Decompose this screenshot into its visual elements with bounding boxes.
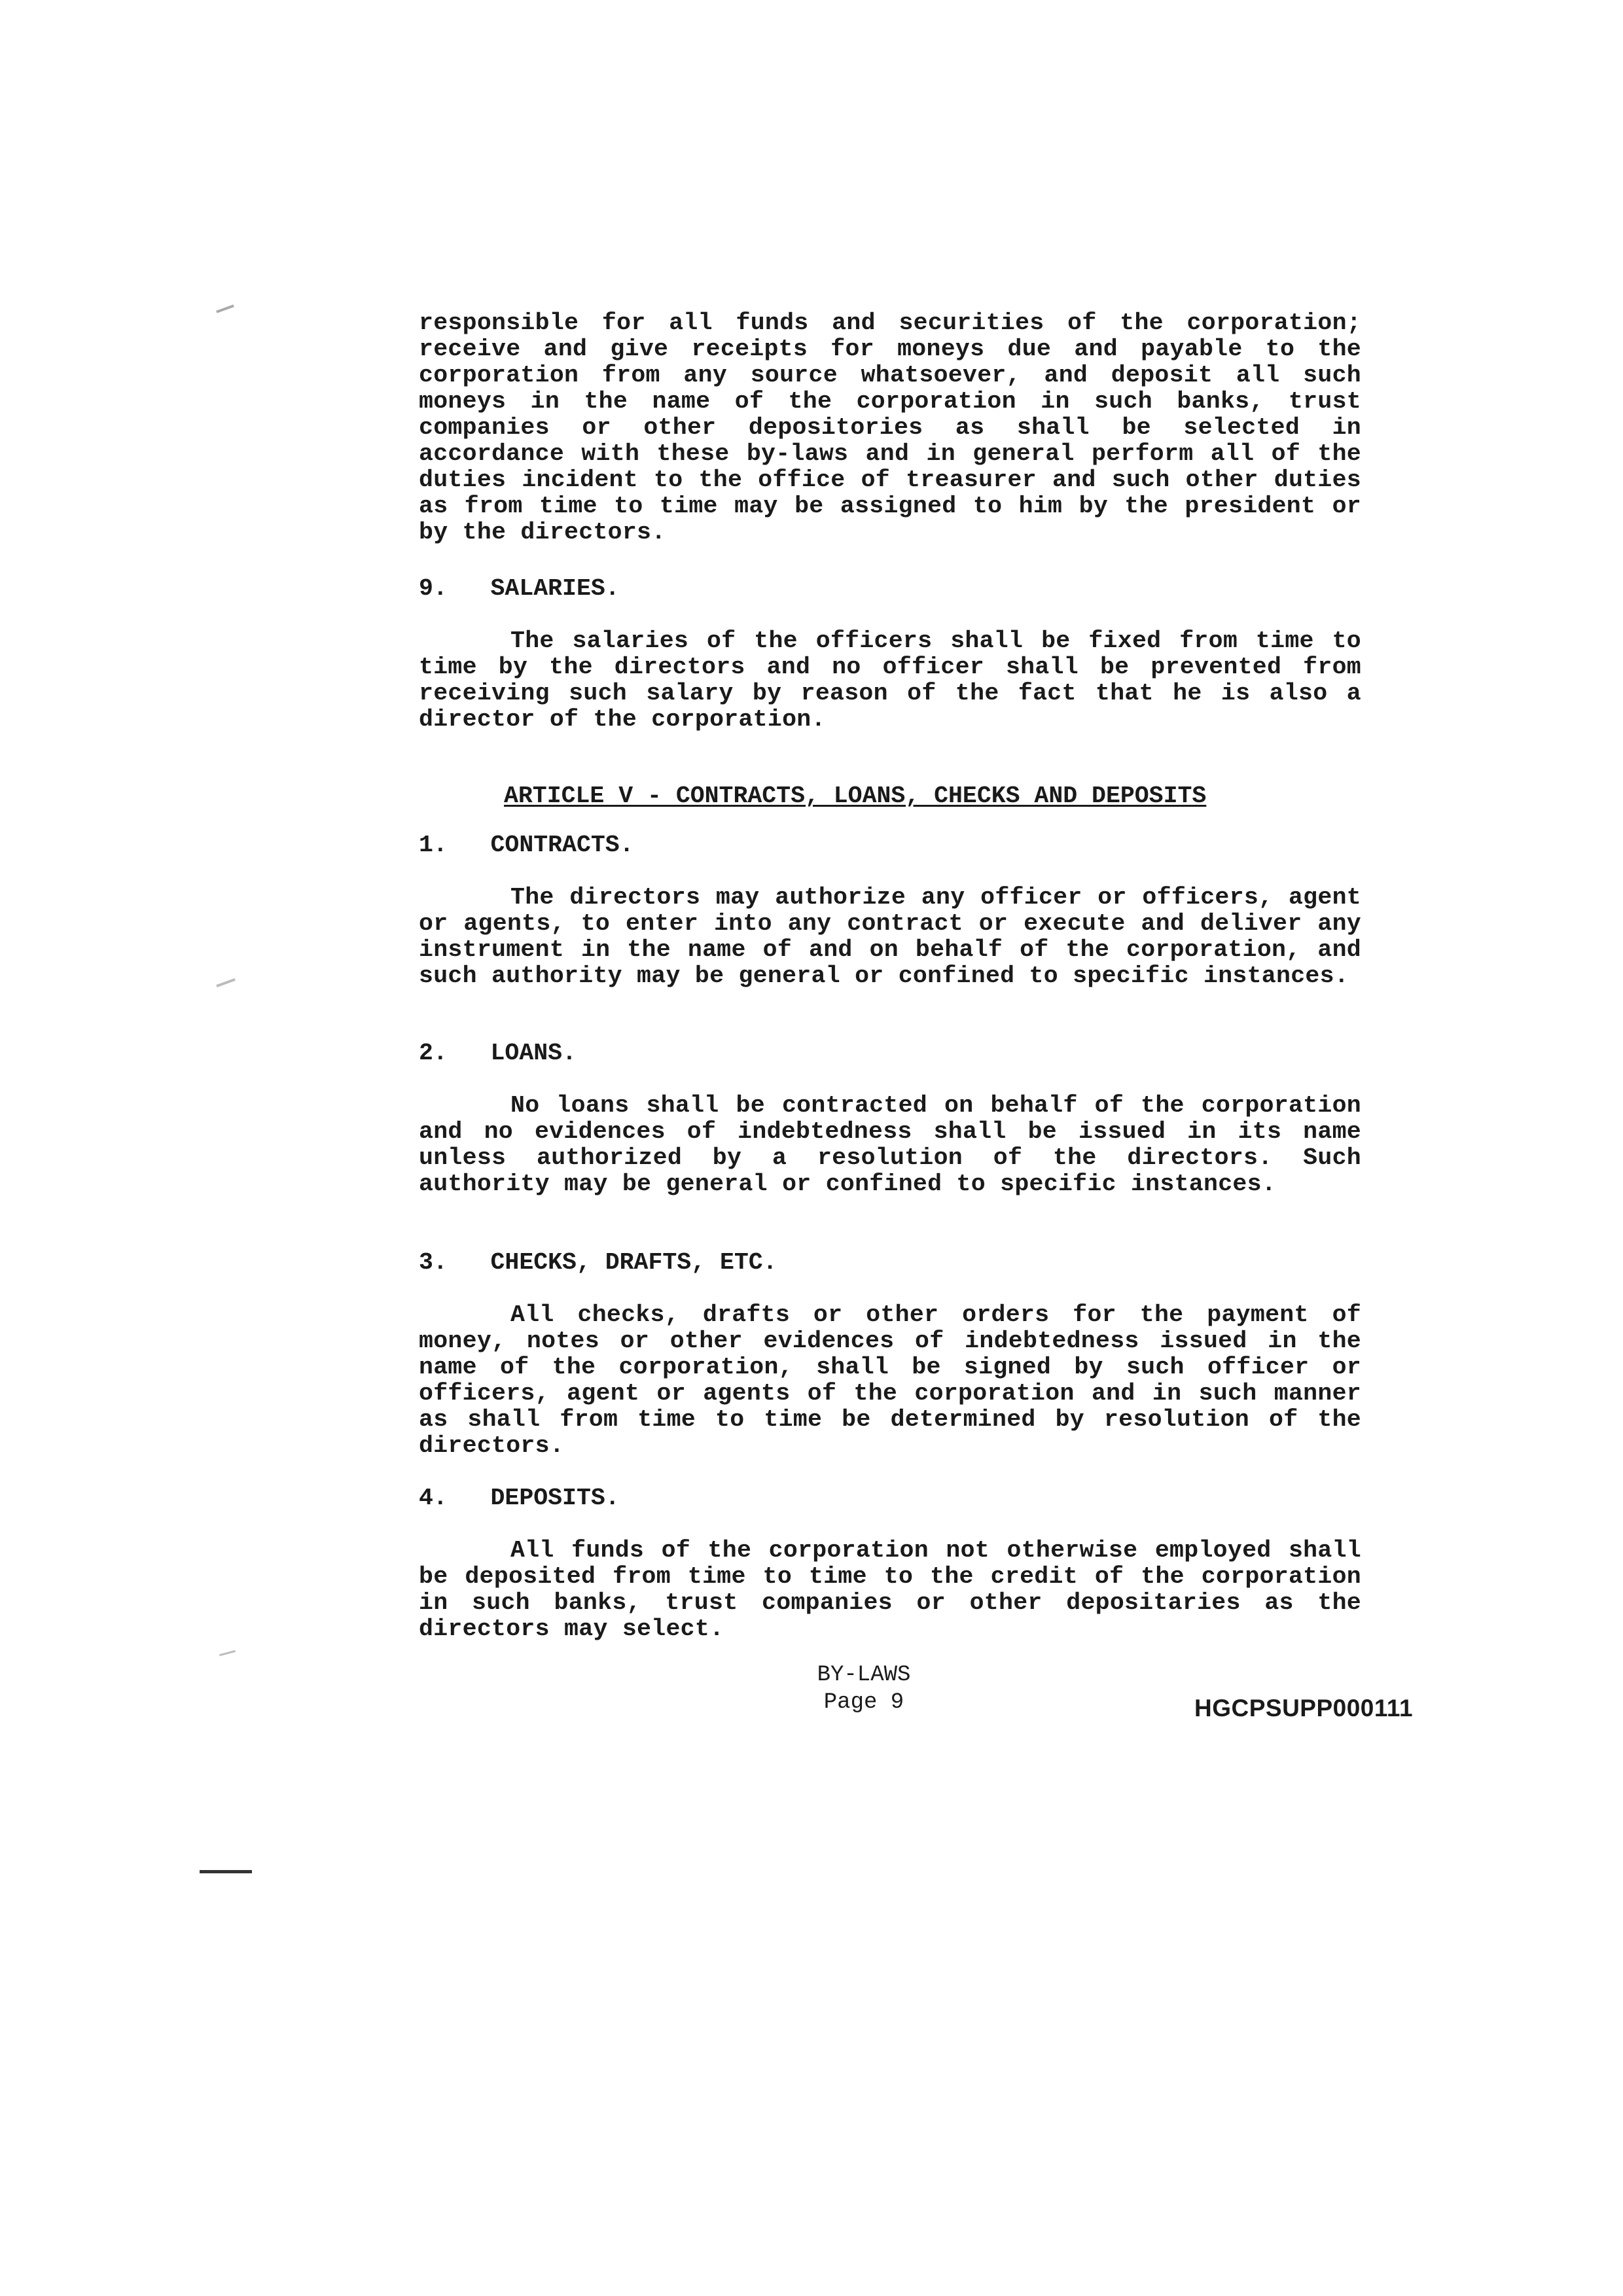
scan-mark — [216, 304, 234, 313]
section-2-body: No loans shall be contracted on behalf of the corporation and no evidences of indebtedness shall be issued in its name unless authorized by a resolution of the directors. Such authority may be general or confined to specific instances. — [419, 1092, 1361, 1197]
section-3-heading: 3. CHECKS, DRAFTS, ETC. — [419, 1249, 777, 1276]
section-1-body: The directors may authorize any officer or officers, agent or agents, to enter into any contract or execute and deliver any instrument in the name of and on behalf of the corporation, and such authority may be general or confined to specific instances. — [419, 884, 1361, 989]
section-9-body: The salaries of the officers shall be fixed from time to time by the directors and no officer shall be prevented from receiving such salary by reason of the fact that he is also a director of the corporation. — [419, 627, 1361, 733]
scan-mark — [216, 978, 236, 987]
section-3-body: All checks, drafts or other orders for the payment of money, notes or other evidences of indebtedness issued in the name of the corporation, shall be signed by such officer or officers, agent or agents of the corporation and in such manner as shall from time to time be determined by resolution of the directors. — [419, 1301, 1361, 1459]
bates-number: HGCPSUPP000111 — [1194, 1695, 1414, 1722]
scan-mark — [200, 1870, 252, 1873]
footer-title: BY-LAWS — [817, 1663, 911, 1687]
section-1-heading: 1. CONTRACTS. — [419, 832, 634, 858]
opening-paragraph: responsible for all funds and securities of the corporation; receive and give receipts for moneys due and payable to the corporation from any source whatsoever, and deposit all such moneys in the name of the corporation in such banks, trust companies or other depositories as shall be selected in accordance with these by-laws and in general perform all of the duties incident to the office of treasurer and such other duties as from time to time may be assigned to him by the president or by the directors. — [419, 309, 1361, 546]
section-9-heading: 9. SALARIES. — [419, 575, 620, 602]
footer-page-number: Page 9 — [823, 1690, 904, 1715]
scan-mark — [219, 1650, 236, 1656]
section-2-heading: 2. LOANS. — [419, 1040, 577, 1067]
section-4-heading: 4. DEPOSITS. — [419, 1485, 620, 1511]
article-heading: ARTICLE V - CONTRACTS, LOANS, CHECKS AND DEPOSITS — [504, 783, 1207, 809]
section-4-body: All funds of the corporation not otherwise employed shall be deposited from time to time to the credit of the corporation in such banks, trust companies or other depositaries as the directors may select. — [419, 1537, 1361, 1642]
